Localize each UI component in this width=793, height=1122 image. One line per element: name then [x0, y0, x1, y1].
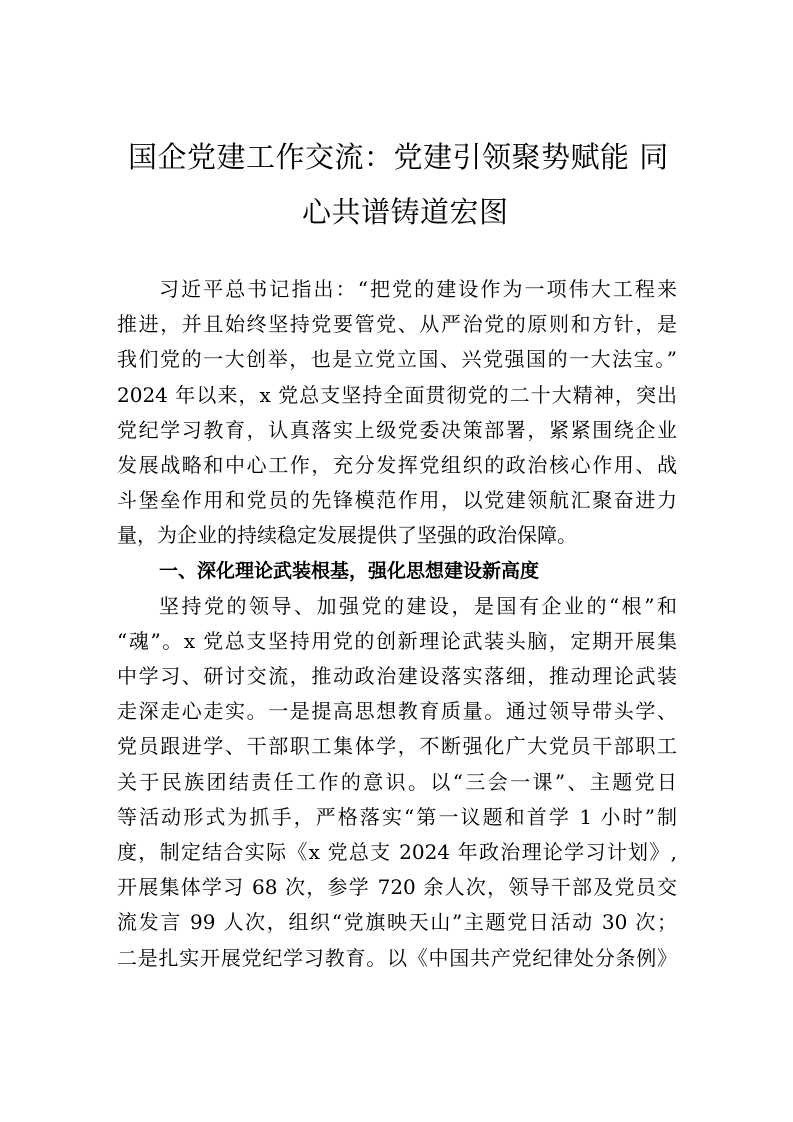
paragraph-line: 推进，并且始终坚持党要管党、从严治党的原则和方针，是 [117, 312, 677, 337]
paragraph-line: 坚持党的领导、加强党的建设，是国有企业的“根”和 [159, 593, 677, 618]
paragraph-line: “魂”。x 党总支坚持用党的创新理论武装头脑，定期开展集 [117, 628, 677, 653]
paragraph-line: 党纪学习教育，认真落实上级党委决策部署，紧紧围绕企业 [117, 417, 677, 442]
paragraph-line: 党员跟进学、干部职工集体学，不断强化广大党员干部职工 [117, 734, 677, 759]
paragraph-line: 斗堡垒作用和党员的先锋模范作用，以党建领航汇聚奋进力 [117, 488, 677, 513]
paragraph-line: 等活动形式为抓手，严格落实“第一议题和首学 1 小时”制 [117, 804, 677, 829]
paragraph-line: 开展集体学习 68 次，参学 720 余人次，领导干部及党员交 [117, 875, 677, 900]
paragraph-line: 度，制定结合实际《x 党总支 2024 年政治理论学习计划》, [117, 840, 677, 864]
paragraph-line: 流发言 99 人次，组织“党旗映天山”主题党日活动 30 次； [117, 910, 677, 935]
document-title [120, 130, 680, 240]
document-body [117, 272, 677, 976]
paragraph-line: 2024 年以来，x 党总支坚持全面贯彻党的二十大精神，突出 [117, 382, 677, 407]
title-line: 心共谱铸道宏图 [302, 195, 509, 229]
paragraph-line: 量，为企业的持续稳定发展提供了坚强的政治保障。 [117, 523, 577, 548]
paragraph-line: 我们党的一大创举，也是立党立国、兴党强国的一大法宝。” [117, 347, 677, 372]
paragraph-line: 走深走心走实。一是提高思想教育质量。通过领导带头学、 [117, 699, 677, 724]
paragraph-line: 发展战略和中心工作，充分发挥党组织的政治核心作用、战 [117, 452, 677, 477]
title-line: 国企党建工作交流：党建引领聚势赋能 同 [128, 140, 669, 174]
section-heading: 一、深化理论武装根基，强化思想建设新高度 [159, 559, 540, 582]
paragraph-line: 关于民族团结责任工作的意识。以“三会一课”、主题党日 [117, 769, 677, 794]
paragraph-line: 习近平总书记指出：“把党的建设作为一项伟大工程来 [159, 277, 677, 301]
paragraph-line: 二是扎实开展党纪学习教育。以《中国共产党纪律处分条例》 [117, 945, 677, 970]
paragraph-line: 中学习、研讨交流，推动政治建设落实落细，推动理论武装 [117, 664, 677, 689]
